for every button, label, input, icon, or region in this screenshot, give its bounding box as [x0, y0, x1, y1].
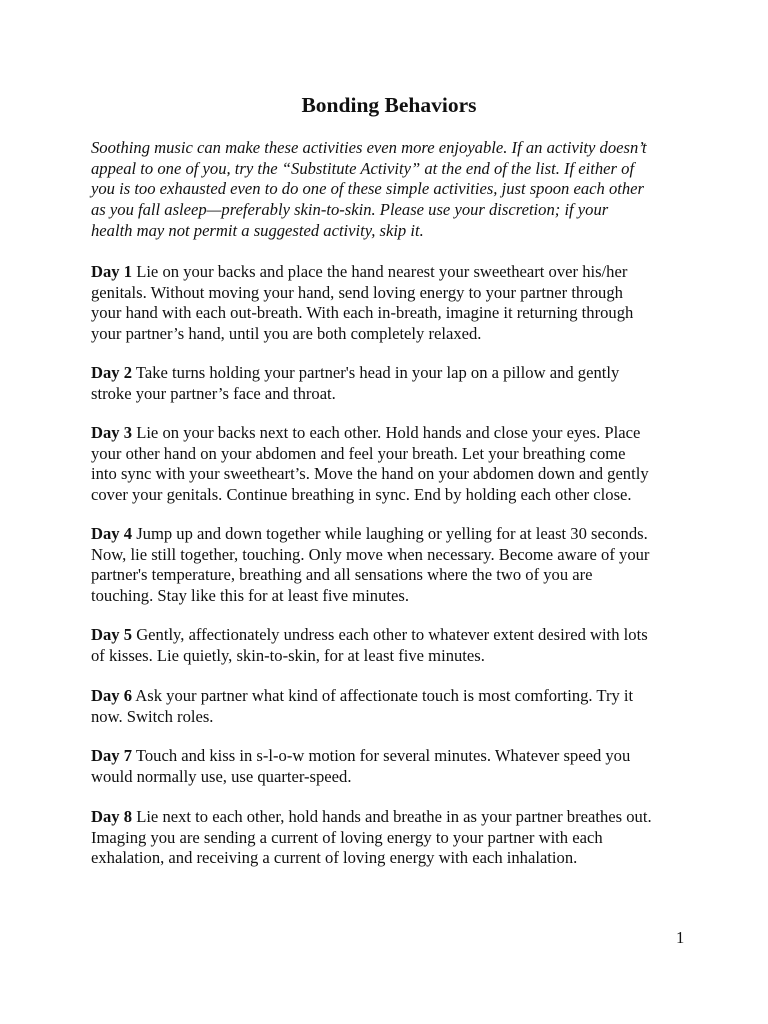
page-number: 1	[676, 928, 685, 947]
day-entry-5	[91, 625, 691, 666]
entry-line: genitals. Without moving your hand, send loving energy to your partner through	[91, 282, 623, 302]
entry-line	[91, 807, 691, 828]
day-label: Day 4	[91, 524, 133, 543]
entry-text: Jump up and down together while laughing or yelling for at least 30 seconds.	[136, 524, 648, 543]
day-entry-8	[91, 807, 691, 869]
entry-line	[91, 524, 691, 545]
day-entry-3	[91, 423, 691, 506]
entry-text: Ask your partner what kind of affectionate touch is most comforting. Try it	[135, 686, 634, 705]
entry-line: into sync with your sweetheart’s. Move the hand on your abdomen down and gently	[91, 464, 649, 484]
entry-line: cover your genitals. Continue breathing in sync. End by holding each other close.	[91, 485, 632, 505]
day-entry-1	[91, 262, 691, 345]
entry-line: your hand with each out-breath. With each in-breath, imagine it returning through	[91, 303, 634, 323]
entry-line: touching. Stay like this for at least five minutes.	[91, 586, 409, 606]
entry-line: of kisses. Lie quietly, skin-to-skin, for at least five minutes.	[91, 645, 485, 665]
entry-line	[91, 686, 691, 707]
entry-text: Take turns holding your partner's head in your lap on a pillow and gently	[135, 363, 620, 382]
entry-line: stroke your partner’s face and throat.	[91, 383, 336, 403]
day-label: Day 1	[91, 262, 133, 281]
entry-line	[91, 423, 691, 444]
day-label: Day 6	[91, 686, 133, 705]
entry-line: now. Switch roles.	[91, 706, 214, 726]
day-label: Day 2	[91, 363, 133, 382]
day-entry-4	[91, 524, 691, 607]
intro-line: as you fall asleep—preferably skin-to-skin. Please use your discretion; if your	[91, 200, 609, 220]
intro-line: you is too exhausted even to do one of these simple activities, just spoon each other	[91, 179, 645, 199]
intro-line: health may not permit a suggested activity, skip it.	[91, 220, 424, 240]
day-label: Day 3	[91, 423, 133, 442]
day-entry-7	[91, 746, 691, 787]
day-label: Day 5	[91, 625, 133, 644]
document-title: Bonding Behaviors	[301, 93, 477, 117]
day-entry-6	[91, 686, 691, 727]
entry-text: Lie on your backs next to each other. Hold hands and close your eyes. Place	[136, 423, 641, 442]
entry-line: Imaging you are sending a current of loving energy to your partner with each	[91, 827, 603, 847]
entry-line	[91, 746, 691, 767]
entry-line: your other hand on your abdomen and feel your breath. Let your breathing come	[91, 443, 626, 463]
day-entry-2	[91, 363, 691, 404]
entry-line: would normally use, use quarter-speed.	[91, 766, 352, 786]
entry-text: Touch and kiss in s-l-o-w motion for several minutes. Whatever speed you	[135, 746, 631, 765]
entry-text: Gently, affectionately undress each other to whatever extent desired with lots	[136, 625, 648, 644]
intro-line: Soothing music can make these activities even more enjoyable. If an activity doesn’t	[91, 138, 647, 157]
entry-line	[91, 363, 691, 384]
entry-line	[91, 625, 691, 646]
day-label: Day 8	[91, 807, 133, 826]
entry-line: partner's temperature, breathing and all sensations where the two of you are	[91, 565, 593, 585]
entry-line	[91, 262, 691, 283]
entry-text: Lie next to each other, hold hands and breathe in as your partner breathes out.	[136, 807, 652, 826]
intro-paragraph	[91, 138, 691, 242]
day-label: Day 7	[91, 746, 133, 765]
entry-line: Now, lie still together, touching. Only move when necessary. Become aware of your	[91, 544, 650, 564]
entry-line: your partner’s hand, until you are both completely relaxed.	[91, 324, 482, 344]
entry-text: Lie on your backs and place the hand nearest your sweetheart over his/her	[136, 262, 628, 281]
entry-line: exhalation, and receiving a current of loving energy with each inhalation.	[91, 848, 578, 868]
intro-line: appeal to one of you, try the “Substitute Activity” at the end of the list. If either of	[91, 158, 635, 178]
